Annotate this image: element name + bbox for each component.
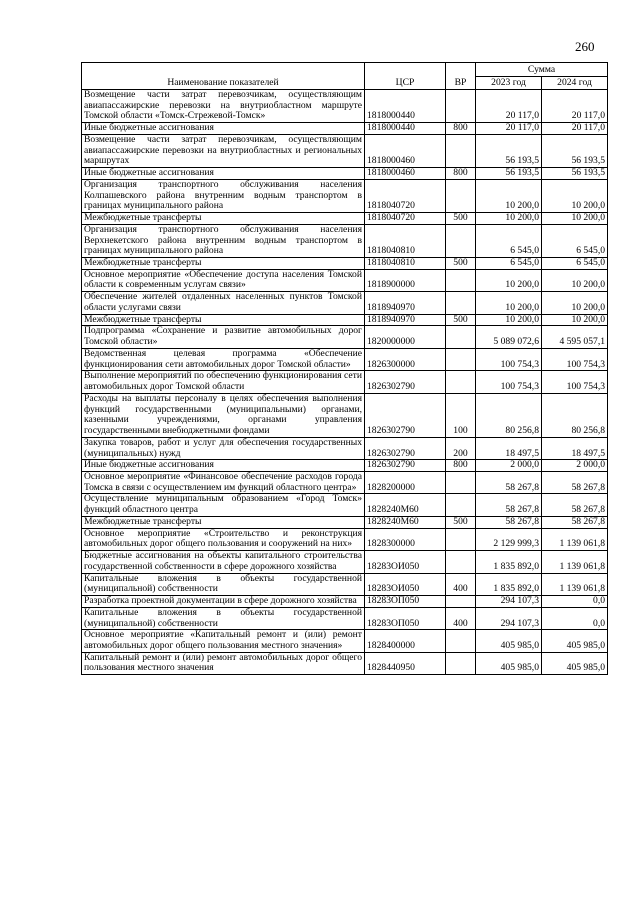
row-sum-2023: 405 985,0 bbox=[476, 652, 542, 674]
row-csr: 1818000440 bbox=[365, 90, 446, 123]
row-sum-2024: 58 267,8 bbox=[542, 471, 608, 493]
table-row bbox=[82, 393, 608, 437]
row-csr: 1828400000 bbox=[365, 630, 446, 652]
row-name: Иные бюджетные ассигнования bbox=[82, 460, 365, 472]
row-sum-2023: 1 835 892,0 bbox=[476, 573, 542, 595]
row-sum-2024: 4 595 057,1 bbox=[542, 326, 608, 348]
row-sum-2024: 0,0 bbox=[542, 596, 608, 608]
row-name: Возмещение части затрат перевозчикам, осуществляющим авиапассажирские перевозки на внутриобластном маршруте Томской области «Томск-Стрежевой-Томск» bbox=[82, 90, 365, 123]
row-vr: 800 bbox=[446, 460, 476, 472]
row-csr: 1826302790 bbox=[365, 393, 446, 437]
row-sum-2023: 6 545,0 bbox=[476, 224, 542, 257]
row-sum-2024: 10 200,0 bbox=[542, 213, 608, 225]
row-csr: 1828240М60 bbox=[365, 494, 446, 516]
row-csr: 1818040720 bbox=[365, 213, 446, 225]
row-sum-2024: 100 754,3 bbox=[542, 371, 608, 393]
row-sum-2023: 294 107,3 bbox=[476, 596, 542, 608]
header-vr: ВР bbox=[446, 63, 476, 90]
table-row bbox=[82, 258, 608, 270]
row-csr: 1818940970 bbox=[365, 314, 446, 326]
row-sum-2023: 58 267,8 bbox=[476, 516, 542, 528]
table-row bbox=[82, 551, 608, 573]
table-row bbox=[82, 437, 608, 459]
row-sum-2024: 1 139 061,8 bbox=[542, 551, 608, 573]
row-name: Межбюджетные трансферты bbox=[82, 213, 365, 225]
row-csr: 1818940970 bbox=[365, 292, 446, 314]
row-name: Бюджетные ассигнования на объекты капитального строительства государственной собственности в сфере дорожного хозяйства bbox=[82, 551, 365, 573]
row-csr: 18283ОИ050 bbox=[365, 551, 446, 573]
row-csr: 1820000000 bbox=[365, 326, 446, 348]
row-sum-2023: 2 129 999,3 bbox=[476, 528, 542, 550]
table-row bbox=[82, 528, 608, 550]
row-vr bbox=[446, 348, 476, 370]
row-name: Осуществление муниципальным образованием «Город Томск» функций областного центра bbox=[82, 494, 365, 516]
row-sum-2023: 10 200,0 bbox=[476, 314, 542, 326]
row-vr bbox=[446, 326, 476, 348]
row-sum-2023: 100 754,3 bbox=[476, 348, 542, 370]
row-vr bbox=[446, 269, 476, 291]
row-sum-2023: 2 000,0 bbox=[476, 460, 542, 472]
row-csr: 1826302790 bbox=[365, 437, 446, 459]
row-vr bbox=[446, 596, 476, 608]
row-name: Основное мероприятие «Финансовое обеспечение расходов города Томска в связи с осуществлением им функций областного центра» bbox=[82, 471, 365, 493]
row-sum-2023: 10 200,0 bbox=[476, 292, 542, 314]
row-sum-2023: 5 089 072,6 bbox=[476, 326, 542, 348]
row-vr: 100 bbox=[446, 393, 476, 437]
row-csr: 1818040720 bbox=[365, 179, 446, 212]
table-row bbox=[82, 90, 608, 123]
row-sum-2024: 1 139 061,8 bbox=[542, 573, 608, 595]
table-row bbox=[82, 269, 608, 291]
row-name: Выполнение мероприятий по обеспечению функционирования сети автомобильных дорог Томской области bbox=[82, 371, 365, 393]
header-csr: ЦСР bbox=[365, 63, 446, 90]
row-csr: 1818900000 bbox=[365, 269, 446, 291]
header-sum: Сумма bbox=[476, 63, 608, 77]
row-name: Подпрограмма «Сохранение и развитие автомобильных дорог Томской области» bbox=[82, 326, 365, 348]
row-csr: 1828300000 bbox=[365, 528, 446, 550]
row-vr: 800 bbox=[446, 123, 476, 135]
row-vr bbox=[446, 179, 476, 212]
row-vr: 500 bbox=[446, 314, 476, 326]
row-sum-2023: 10 200,0 bbox=[476, 269, 542, 291]
row-csr: 1828240М60 bbox=[365, 516, 446, 528]
row-vr: 400 bbox=[446, 607, 476, 629]
row-sum-2024: 6 545,0 bbox=[542, 224, 608, 257]
row-name: Основное мероприятие «Капитальный ремонт и (или) ремонт автомобильных дорог общего пользования местного значения» bbox=[82, 630, 365, 652]
row-csr: 1826302790 bbox=[365, 371, 446, 393]
row-sum-2024: 0,0 bbox=[542, 607, 608, 629]
row-name: Иные бюджетные ассигнования bbox=[82, 168, 365, 180]
row-name: Организация транспортного обслуживания населения Верхнекетского района внутренним водным транспортом в границах муниципального района bbox=[82, 224, 365, 257]
row-name: Капитальные вложения в объекты государственной (муниципальной) собственности bbox=[82, 573, 365, 595]
row-sum-2024: 20 117,0 bbox=[542, 123, 608, 135]
row-name: Возмещение части затрат перевозчикам, осуществляющим авиапассажирские перевозки на внутриобластных и региональных маршрутах bbox=[82, 134, 365, 167]
row-csr: 1818000460 bbox=[365, 168, 446, 180]
row-name: Разработка проектной документации в сфере дорожного хозяйства bbox=[82, 596, 365, 608]
row-sum-2023: 80 256,8 bbox=[476, 393, 542, 437]
row-sum-2024: 405 985,0 bbox=[542, 630, 608, 652]
table-row bbox=[82, 573, 608, 595]
row-csr: 1826302790 bbox=[365, 460, 446, 472]
row-name: Организация транспортного обслуживания населения Колпашевского района внутренним водным транспортом в границах муниципального района bbox=[82, 179, 365, 212]
row-sum-2024: 18 497,5 bbox=[542, 437, 608, 459]
table-body bbox=[82, 90, 608, 675]
table-row bbox=[82, 134, 608, 167]
row-vr: 200 bbox=[446, 437, 476, 459]
row-name: Иные бюджетные ассигнования bbox=[82, 123, 365, 135]
page-number: 260 bbox=[575, 39, 595, 54]
budget-table bbox=[81, 62, 608, 675]
row-vr bbox=[446, 652, 476, 674]
row-vr: 800 bbox=[446, 168, 476, 180]
table-row bbox=[82, 371, 608, 393]
row-sum-2024: 56 193,5 bbox=[542, 168, 608, 180]
row-sum-2023: 405 985,0 bbox=[476, 630, 542, 652]
row-vr bbox=[446, 224, 476, 257]
row-csr: 1828440950 bbox=[365, 652, 446, 674]
row-sum-2023: 6 545,0 bbox=[476, 258, 542, 270]
row-csr: 18283ОИ050 bbox=[365, 573, 446, 595]
row-sum-2024: 80 256,8 bbox=[542, 393, 608, 437]
row-sum-2024: 10 200,0 bbox=[542, 179, 608, 212]
table-row bbox=[82, 314, 608, 326]
table-row bbox=[82, 630, 608, 652]
row-sum-2024: 10 200,0 bbox=[542, 292, 608, 314]
row-sum-2023: 58 267,8 bbox=[476, 494, 542, 516]
row-vr: 400 bbox=[446, 573, 476, 595]
row-vr: 500 bbox=[446, 516, 476, 528]
row-name: Расходы на выплаты персоналу в целях обеспечения выполнения функций государственными (муниципальными) органами, казенными учреждениями, органами управления государственными внебюджетными фондами bbox=[82, 393, 365, 437]
row-vr: 500 bbox=[446, 258, 476, 270]
row-name: Ведомственная целевая программа «Обеспечение функционирования сети автомобильных дорог Томской области» bbox=[82, 348, 365, 370]
row-vr bbox=[446, 528, 476, 550]
row-csr: 1818040810 bbox=[365, 258, 446, 270]
table-row bbox=[82, 224, 608, 257]
row-sum-2023: 1 835 892,0 bbox=[476, 551, 542, 573]
table-row bbox=[82, 596, 608, 608]
row-vr bbox=[446, 494, 476, 516]
row-sum-2023: 294 107,3 bbox=[476, 607, 542, 629]
row-name: Обеспечение жителей отдаленных населенных пунктов Томской области услугами связи bbox=[82, 292, 365, 314]
row-sum-2024: 58 267,8 bbox=[542, 494, 608, 516]
row-name: Основное мероприятие «Строительство и реконструкция автомобильных дорог общего пользования и сооружений на них» bbox=[82, 528, 365, 550]
header-name: Наименование показателей bbox=[82, 63, 365, 90]
row-sum-2024: 100 754,3 bbox=[542, 348, 608, 370]
row-sum-2024: 1 139 061,8 bbox=[542, 528, 608, 550]
row-sum-2023: 56 193,5 bbox=[476, 134, 542, 167]
row-sum-2024: 10 200,0 bbox=[542, 314, 608, 326]
header-year-2023: 2023 год bbox=[476, 76, 542, 90]
row-csr: 18283ОП050 bbox=[365, 607, 446, 629]
row-name: Капитальный ремонт и (или) ремонт автомобильных дорог общего пользования местного значения bbox=[82, 652, 365, 674]
row-sum-2024: 6 545,0 bbox=[542, 258, 608, 270]
row-name: Межбюджетные трансферты bbox=[82, 516, 365, 528]
row-sum-2023: 56 193,5 bbox=[476, 168, 542, 180]
table-row bbox=[82, 471, 608, 493]
header-year-2024: 2024 год bbox=[542, 76, 608, 90]
table-row bbox=[82, 348, 608, 370]
row-vr bbox=[446, 551, 476, 573]
row-csr: 1818000440 bbox=[365, 123, 446, 135]
row-sum-2024: 10 200,0 bbox=[542, 269, 608, 291]
table-row bbox=[82, 179, 608, 212]
table-row bbox=[82, 607, 608, 629]
row-sum-2023: 58 267,8 bbox=[476, 471, 542, 493]
row-csr: 18283ОП050 bbox=[365, 596, 446, 608]
row-name: Межбюджетные трансферты bbox=[82, 258, 365, 270]
row-sum-2023: 18 497,5 bbox=[476, 437, 542, 459]
table-row bbox=[82, 213, 608, 225]
row-csr: 1818040810 bbox=[365, 224, 446, 257]
row-sum-2024: 56 193,5 bbox=[542, 134, 608, 167]
table-row bbox=[82, 460, 608, 472]
row-csr: 1828200000 bbox=[365, 471, 446, 493]
table-row bbox=[82, 292, 608, 314]
row-name: Закупка товаров, работ и услуг для обеспечения государственных (муниципальных) нужд bbox=[82, 437, 365, 459]
table-row bbox=[82, 123, 608, 135]
row-sum-2023: 20 117,0 bbox=[476, 90, 542, 123]
row-sum-2024: 2 000,0 bbox=[542, 460, 608, 472]
row-vr bbox=[446, 90, 476, 123]
table-row bbox=[82, 516, 608, 528]
row-sum-2023: 10 200,0 bbox=[476, 213, 542, 225]
row-sum-2023: 100 754,3 bbox=[476, 371, 542, 393]
table-row bbox=[82, 326, 608, 348]
row-csr: 1826300000 bbox=[365, 348, 446, 370]
row-name: Межбюджетные трансферты bbox=[82, 314, 365, 326]
row-sum-2024: 405 985,0 bbox=[542, 652, 608, 674]
row-vr bbox=[446, 371, 476, 393]
table-row bbox=[82, 652, 608, 674]
row-vr bbox=[446, 292, 476, 314]
table-row bbox=[82, 168, 608, 180]
table-row bbox=[82, 494, 608, 516]
row-name: Капитальные вложения в объекты государственной (муниципальной) собственности bbox=[82, 607, 365, 629]
row-vr bbox=[446, 134, 476, 167]
row-vr: 500 bbox=[446, 213, 476, 225]
row-name: Основное мероприятие «Обеспечение доступа населения Томской области к современным услугам связи» bbox=[82, 269, 365, 291]
row-vr bbox=[446, 471, 476, 493]
row-sum-2023: 10 200,0 bbox=[476, 179, 542, 212]
row-sum-2024: 20 117,0 bbox=[542, 90, 608, 123]
row-vr bbox=[446, 630, 476, 652]
row-csr: 1818000460 bbox=[365, 134, 446, 167]
row-sum-2024: 58 267,8 bbox=[542, 516, 608, 528]
row-sum-2023: 20 117,0 bbox=[476, 123, 542, 135]
